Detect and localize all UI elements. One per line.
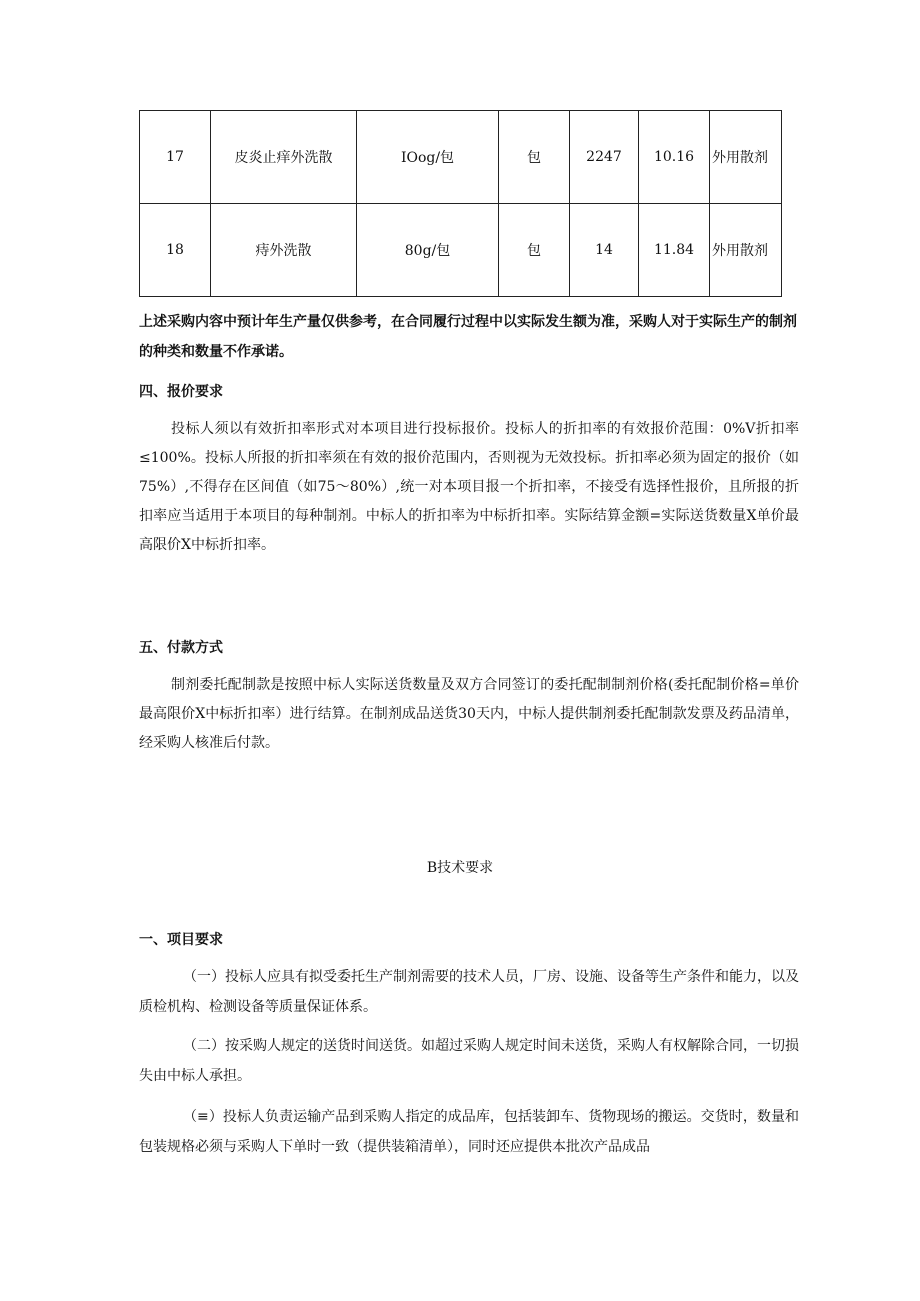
section-4-paragraph: 投标人须以有效折扣率形式对本项目进行投标报价。投标人的折扣率的有效报价范围：0%V折扣率≤100%。投标人所报的折扣率须在有效的报价范围内，否则视为无效投标。折扣率必须为固定的报价（如75%）,不得存在区间值（如75～80%）,统一对本项目报一个折扣率，不接受有选择性报价，且所报的折扣率应当适用于本项目的每种制剂。中标人的折扣率为中标折扣率。实际结算金额=实际送货数量X单价最高限价X中标折扣率。 [139, 421, 799, 553]
row-number: 18 [140, 204, 211, 297]
requirement-item-2: （二）按采购人规定的送货时间送货。如超过采购人规定时间未送货，采购人有权解除合同，一切损失由中标人承担。 [139, 1038, 799, 1084]
product-name: 皮炎止痒外洗散 [211, 111, 357, 204]
section-5-paragraph: 制剂委托配制款是按照中标人实际送货数量及双方合同签订的委托配制制剂价格(委托配制价格=单价最高限价X中标折扣率）进行结算。在制剂成品送货30天内，中标人提供制剂委托配制款发票及药品清单，经采购人核准后付款。 [139, 677, 799, 751]
product-quantity: 2247 [570, 111, 639, 204]
product-name: 痔外洗散 [211, 204, 357, 297]
table-row [140, 204, 782, 297]
product-quantity: 14 [570, 204, 639, 297]
product-table [139, 110, 782, 297]
section-5-heading: 五、付款方式 [139, 640, 223, 656]
product-spec: IOog/包 [357, 111, 499, 204]
requirement-item-3: （≡）投标人负责运输产品到采购人指定的成品库，包括装卸车、货物现场的搬运。交货时，数量和包装规格必须与采购人下单时一致（提供装箱清单），同时还应提供本批次产品成品 [139, 1109, 799, 1155]
table-row [140, 111, 782, 204]
section-4-heading: 四、报价要求 [139, 384, 223, 400]
product-spec: 80g/包 [357, 204, 499, 297]
procurement-note: 上述采购内容中预计年生产量仅供参考，在合同履行过程中以实际发生额为准，采购人对于实际生产的制剂的种类和数量不作承诺。 [139, 314, 797, 360]
product-unit: 包 [499, 111, 570, 204]
product-dosage-form: 外用散剂 [710, 111, 782, 204]
row-number: 17 [140, 111, 211, 204]
requirement-item-1: （一）投标人应具有拟受委托生产制剂需要的技术人员，厂房、设施、设备等生产条件和能力，以及质检机构、检测设备等质量保证体系。 [139, 969, 799, 1015]
product-price: 10.16 [639, 111, 710, 204]
product-price: 11.84 [639, 204, 710, 297]
product-dosage-form: 外用散剂 [710, 204, 782, 297]
part-b-title: B技术要求 [426, 860, 494, 876]
product-unit: 包 [499, 204, 570, 297]
project-requirements-heading: 一、项目要求 [139, 932, 223, 948]
